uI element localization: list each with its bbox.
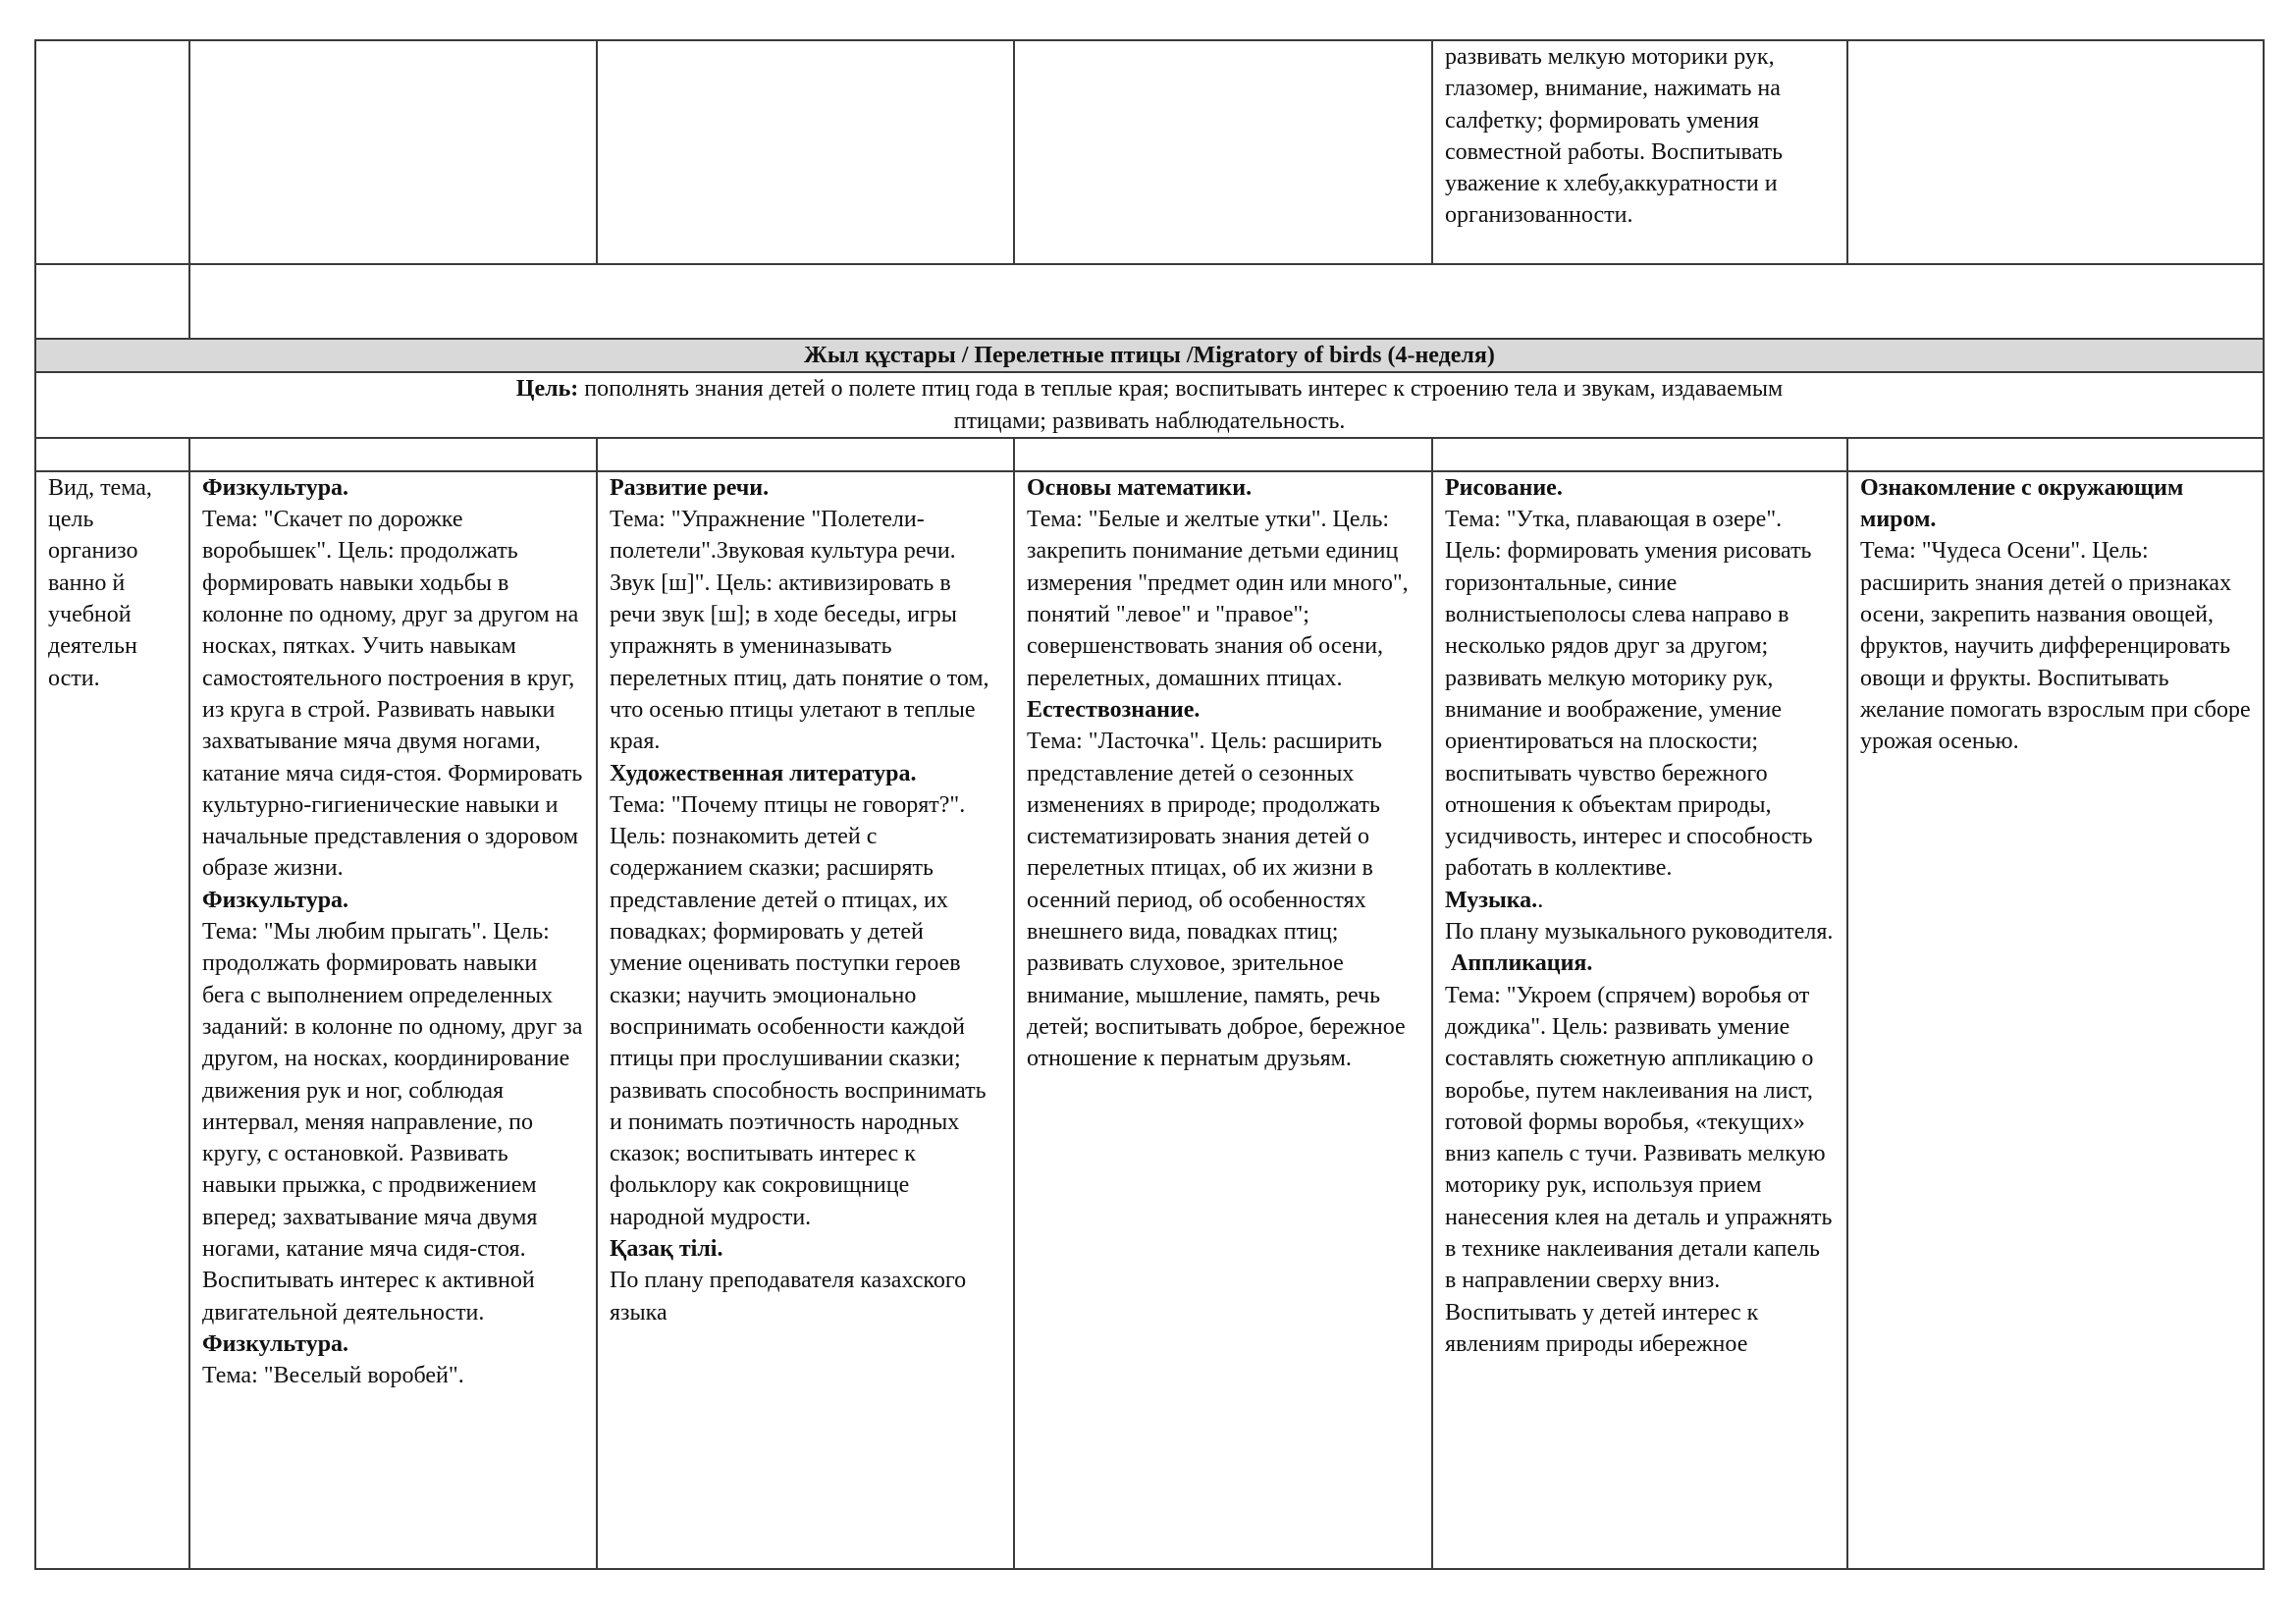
table-cell	[1014, 40, 1432, 264]
subject-text: Тема: "Веселый воробей".	[202, 1363, 464, 1389]
speech-development-cell	[597, 471, 1014, 1569]
subject-heading: Физкультура.	[202, 1330, 349, 1357]
table-cell	[35, 40, 189, 264]
table-cell	[1847, 438, 2264, 471]
subject-heading: Естествознание.	[1027, 696, 1201, 723]
subject-heading: Ознакомление с окружающим миром.	[1860, 474, 2184, 533]
subject-text: Тема: "Белые и желтые утки". Цель: закрепить понимание детьми единиц измерения "предмет один или много", понятий "левое" и "правое"; совершенствовать знания об осени, перелетных, домашних птицах.	[1027, 507, 1409, 691]
goal-cell	[35, 372, 2264, 438]
lesson-plan-table	[34, 39, 2265, 1570]
table-cell	[35, 264, 189, 339]
activities-row	[35, 471, 2264, 1569]
subject-heading: Физкультура.	[202, 887, 349, 913]
subject-heading: Аппликация.	[1451, 950, 1593, 977]
table-cell-drawing-continued	[1432, 40, 1847, 264]
table-cell	[1014, 438, 1432, 471]
table-row-continued	[35, 40, 2264, 264]
table-cell	[597, 438, 1014, 471]
goal-line-2: птицами; развивать наблюдательность.	[953, 407, 1346, 434]
continued-text: развивать мелкую моторики рук, глазомер, внимание, нажимать на салфетку; формировать умения совместной работы. Воспитывать уважение к хлебу,аккуратности и организованности.	[1445, 44, 1784, 229]
subject-text: Тема: "Мы любим прыгать". Цель: продолжать формировать навыки бега с выполнением определенных заданий: в колонне по одному, друг за другом, на носках, координирование движения рук и ног, соблюдая интервал, меняя направление, по кругу, с остановкой. Развивать навыки прыжка, с продвижением вперед; захватывание мяча двумя ногами, катание мяча сидя-стоя. Воспитывать интерес к активной двигательной деятельности.	[202, 919, 583, 1326]
table-cell	[189, 40, 597, 264]
subject-heading: Художественная литература.	[610, 760, 917, 786]
subject-text: Тема: "Ласточка". Цель: расширить представление детей о сезонных изменениях в природе; продолжать систематизировать знания детей о перелетных птицах, об их жизни в осенний период, об особенностях внешнего вида, повадках птиц; развивать слуховое, зрительное внимание, мышление, память, речь детей; воспитывать доброе, бережное отношение к пернатым друзьям.	[1027, 729, 1406, 1072]
subject-heading: Основы математики.	[1027, 474, 1253, 501]
week-title-row	[35, 339, 2264, 372]
subject-heading: Рисование.	[1445, 474, 1563, 501]
goal-row	[35, 372, 2264, 438]
subject-text: Тема: "Чудеса Осени". Цель: расширить знания детей о признаках осени, закрепить названия овощей, фруктов, научить дифференцировать овощи и фрукты. Воспитывать желание помогать взрослым при сборе урожая осенью.	[1860, 538, 2251, 755]
row-header-cell	[35, 471, 189, 1569]
table-cell	[35, 438, 189, 471]
environment-cell	[1847, 471, 2264, 1569]
row-header-text: Вид, тема, цель организо ванно й учебной деятельн ости.	[48, 474, 152, 691]
table-row-spacer	[35, 438, 2264, 471]
table-cell	[1432, 438, 1847, 471]
subject-heading: Физкультура.	[202, 474, 349, 501]
subject-text: Тема: "Упражнение "Полетели-полетели".Звуковая культура речи. Звук [ш]". Цель: активизировать в речи звук [ш]; в ходе беседы, игры упражнять в умениназывать перелетных птиц, дать понятие о том, что осенью птицы улетают в теплые края.	[610, 507, 989, 755]
subject-text: По плану музыкального руководителя.	[1445, 919, 1834, 946]
subject-text: Тема: "Почему птицы не говорят?". Цель: познакомить детей с содержанием сказки; расширять представление детей о птицах, их повадках; формировать у детей умение оценивать поступки героев сказки; научить эмоционально воспринимать особенности каждой птицы при прослушивании сказки; развивать способность воспринимать и понимать поэтичность народных сказок; воспитывать интерес к фольклору как сокровищнице народной мудрости.	[610, 791, 987, 1230]
subject-text: Тема: "Утка, плавающая в озере". Цель: формировать умения рисовать горизонтальные, синие волнистыеполосы слева направо в несколько рядов друг за другом; развивать мелкую моторику рук, внимание и воображение, умение ориентироваться на плоскости; воспитывать чувство бережного отношения к объектам природы, усидчивость, интерес и способность работать в коллективе.	[1445, 507, 1813, 882]
week-title: Жыл құстары / Перелетные птицы /Migratory of birds (4-неделя)	[35, 339, 2264, 372]
subject-text: Тема: "Скачет по дорожке воробышек". Цель: продолжать формировать навыки ходьбы в колонне по одному, друг за другом на носках, пятках. Учить навыкам самостоятельного построения в круг, из круга в строй. Развивать навыки захватывание мяча двумя ногами, катание мяча сидя-стоя. Формировать культурно-гигиенические навыки и начальные представления о здоровом образе жизни.	[202, 507, 583, 882]
goal-label: Цель:	[515, 376, 579, 403]
heading-suffix: .	[1537, 887, 1544, 913]
subject-text: Тема: "Укроем (спрячем) воробья от дождика". Цель: развивать умение составлять сюжетную аппликацию о воробье, путем наклеивания на лист, готовой формы воробья, «текущих» вниз капель с тучи. Развивать мелкую моторику рук, используя прием нанесения клея на деталь и упражнять в технике наклеивания детали капель в направлении сверху вниз. Воспитывать у детей интерес к явлениям природы ибережное	[1445, 982, 1833, 1357]
table-cell	[189, 438, 597, 471]
mathematics-cell	[1014, 471, 1432, 1569]
table-cell	[597, 40, 1014, 264]
lesson-plan-page	[34, 39, 2263, 1570]
subject-heading: Музыка.	[1445, 887, 1538, 913]
subject-heading: Развитие речи.	[610, 474, 770, 501]
table-cell-merged	[189, 264, 2264, 339]
physical-education-cell	[189, 471, 597, 1569]
table-cell	[1847, 40, 2264, 264]
drawing-cell	[1432, 471, 1847, 1569]
subject-text: По плану преподавателя казахского языка	[610, 1268, 967, 1326]
goal-line-1: пополнять знания детей о полете птиц года в теплые края; воспитывать интерес к строению тела и звукам, издаваемым	[578, 376, 1784, 403]
table-row-empty	[35, 264, 2264, 339]
subject-heading: Қазақ тілі.	[610, 1236, 723, 1263]
